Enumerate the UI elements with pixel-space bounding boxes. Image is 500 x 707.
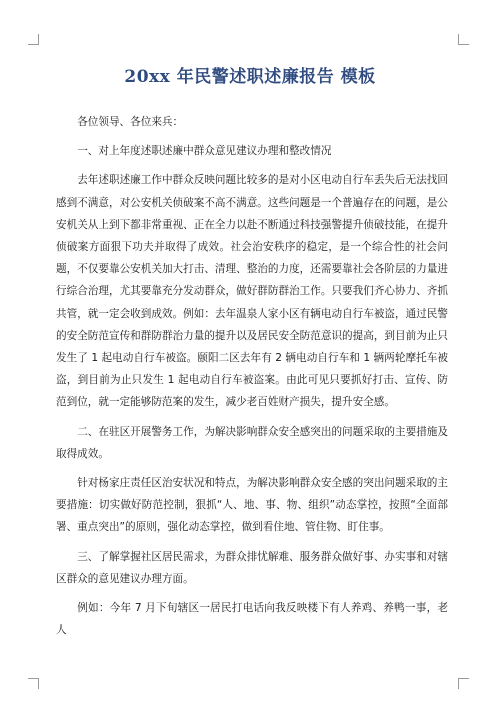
document-body — [56, 111, 448, 641]
salutation: 各位领导、各位来兵： — [77, 116, 184, 128]
page-corner-mark-top-right — [458, 34, 469, 45]
body-paragraph: 去年述职述廉工作中群众反映问题比较多的是对小区电动自行车丢失后无法找回感到不满意，对公安机关侦破案不高不满意。这些问题是一个普遍存在的问题，是公安机关从上到下都非常重视、正在全力以赴不断通过科技强警提升侦破技能，在提升侦破案方面狠下功夫并取得了成效。社会治安秩序的稳定，是一个综合性的社会问题，不仅要靠公安机关加大打击、清理、整治的力度，还需要靠社会各阶层的力量进行综合治理，尤其要靠充分发动群众，做好群防群治工作。只要我们齐心协力、齐抓共管，就一定会收到成效。例如：去年温泉人家小区有辆电动自行车被盗，通过民警的安全防范宣传和群防群治力量的提升以及居民安全防范意识的提高，到目前为止只发生了 1 起电动自行车被盗。颐阳二区去年有 2 辆电动自行车和 1 辆两轮摩托车被盗，到目前为止只发生 1 起电动自行车被盗案。由此可见只要抓好打击、宣传、防范到位，就一定能够防范案的发生，减少老百姓财产损失，提升安全感。 — [56, 174, 448, 409]
page-corner-mark-bottom-right — [458, 678, 469, 689]
section-heading-3: 三、了解掌握社区居民需求，为群众排忧解难、服务群众做好事、办实事和对辖区群众的意见建议办理方面。 — [56, 550, 448, 585]
page-corner-mark-top-left — [28, 34, 39, 45]
body-paragraph: 针对杨家庄责任区治安状况和特点，为解决影响群众安全感的突出问题采取的主要措施：切实做好防范控制，狠抓“人、地、事、物、组织”动态掌控，按照“全面部署、重点突出”的原则，强化动态掌控，做到看住地、管住物、盯住事。 — [56, 477, 448, 534]
body-paragraph: 例如：今年 7 月下旬辖区一居民打电话向我反映楼下有人养鸡、养鸭一事，老人 — [56, 602, 448, 637]
section-heading-1: 一、对上年度述职述廉中群众意见建议办理和整改情况 — [77, 145, 332, 158]
page-corner-mark-bottom-left — [28, 678, 39, 689]
document-title: 20xx 年民警述职述廉报告 模板 — [124, 67, 376, 87]
section-heading-2: 二、在驻区开展警务工作，为解决影响群众安全感突出的问题采取的主要措施及取得成效。 — [56, 425, 448, 460]
